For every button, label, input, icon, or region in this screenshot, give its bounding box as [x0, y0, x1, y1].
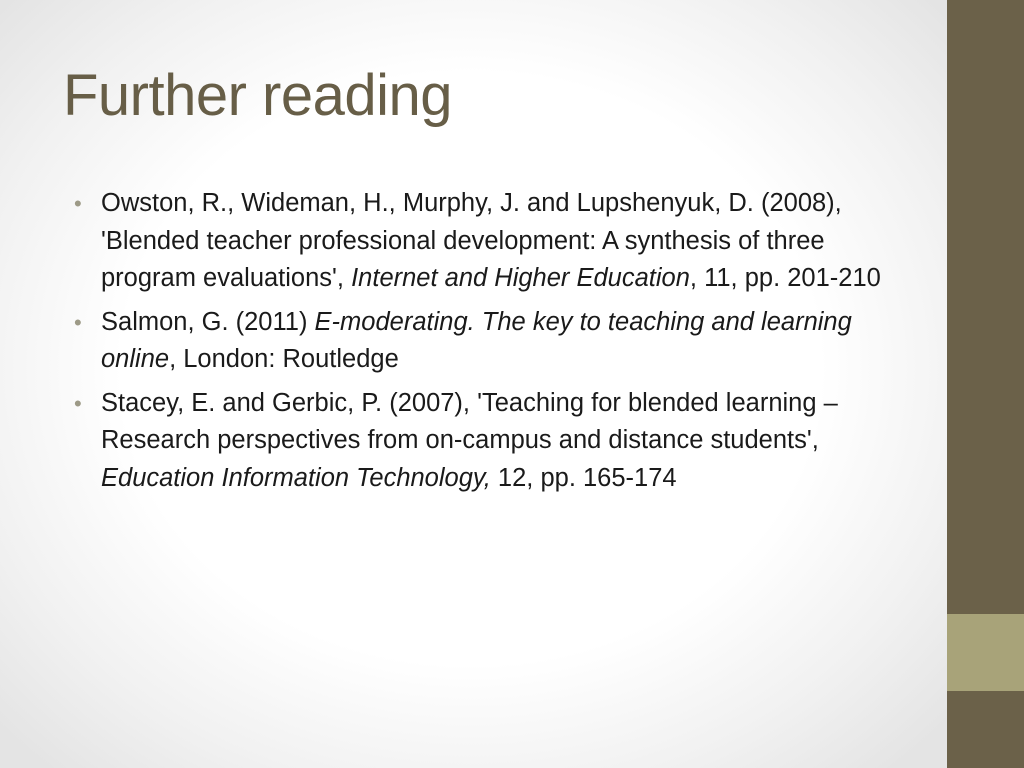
reference-details: , 11, pp. 201-210 [689, 264, 881, 292]
reference-item [74, 304, 904, 379]
reference-details: , London: Routledge [169, 345, 399, 373]
reference-item [74, 385, 904, 498]
bullet-icon: • [74, 390, 82, 416]
reference-source: Education Information Technology, [101, 463, 491, 492]
reference-text: Stacey, E. and Gerbic, P. (2007), 'Teaching for blended learning – Research perspectives from on-campus and distance students', [101, 388, 838, 454]
sidebar-accent-block [947, 614, 1024, 691]
reference-item [74, 185, 904, 298]
reference-text: Owston, R., Wideman, H., Murphy, J. and Lupshenyuk, D. (2008), 'Blended teacher professional development: A synthesis of three program evaluations', [101, 189, 842, 292]
reference-source: E-moderating. The key to teaching and learning online [101, 307, 852, 373]
reference-list [74, 185, 904, 503]
bullet-icon: • [74, 191, 82, 216]
bullet-icon: • [74, 309, 82, 335]
reference-source: Internet and Higher Education [351, 264, 690, 292]
slide-title: Further reading [63, 63, 453, 128]
reference-details: 12, pp. 165-174 [490, 463, 677, 492]
reference-text: Salmon, G. (2011) [101, 307, 315, 336]
